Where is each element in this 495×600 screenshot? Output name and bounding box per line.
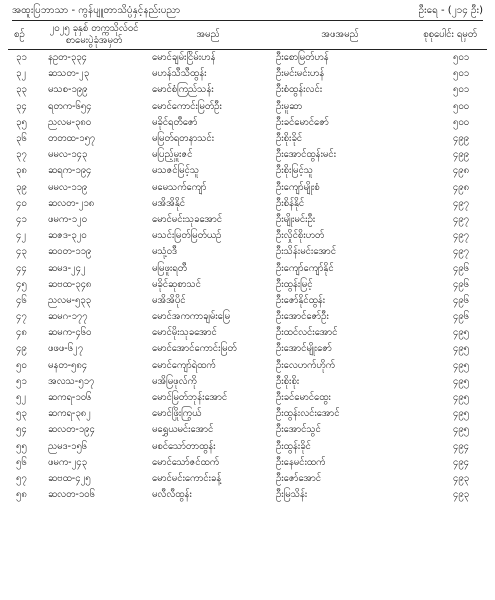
roll-no-cell: ဆမက-၄၆၀ bbox=[48, 327, 92, 339]
total-marks-cell: ၅၀၁ bbox=[410, 50, 487, 67]
roll-no-cell: မနတ-၅၈၄ bbox=[48, 359, 88, 371]
table-row bbox=[8, 50, 487, 67]
roll-no-cell: ဆဗထ-၄၂၅ bbox=[48, 472, 91, 484]
roll-no-cell: ညမဒ-၁၅၆ bbox=[48, 440, 88, 452]
student-count: ဦးရေ - (၂၁၄ ဦး) bbox=[418, 5, 483, 16]
table-row bbox=[8, 196, 487, 212]
total-marks-cell: ၄၉၇ bbox=[452, 230, 469, 242]
total-marks-cell: ၄၉၆ bbox=[452, 262, 469, 274]
total-marks-cell: ၄၉၄ bbox=[452, 440, 469, 452]
father-name-cell: ဦးအောင်ထွန်းမင်း bbox=[276, 149, 336, 161]
father-name-cell: ဦးထင်လင်းအောင် bbox=[276, 327, 338, 339]
roll-no-cell: ညလမ-၃၈၀ bbox=[48, 116, 92, 128]
name-cell: မောင်ကျော်ရဲထက် bbox=[152, 359, 216, 371]
table-row bbox=[8, 309, 487, 325]
father-name-cell: ဦးစောမြတ်ဟန် bbox=[270, 50, 410, 67]
serial-cell: ၃၇ bbox=[16, 149, 27, 161]
total-marks-cell: ၄၉၅ bbox=[452, 424, 469, 436]
father-name-cell: ဦးခင်မောင်ထွေး bbox=[276, 392, 331, 404]
father-name-cell: ဦးအောင်သွင် bbox=[276, 424, 321, 436]
father-name-cell: ဦးခင်မောင်ဇော် bbox=[276, 116, 329, 128]
serial-cell: ၃၅ bbox=[16, 116, 27, 128]
serial-cell: ၃၈ bbox=[16, 165, 27, 177]
serial-cell: ၅၅ bbox=[16, 440, 27, 452]
roll-no-cell: အလသ-၅၁၇ bbox=[48, 375, 95, 387]
serial-cell: ၃၄ bbox=[16, 100, 27, 112]
table-row bbox=[8, 487, 487, 503]
table-header bbox=[8, 21, 487, 50]
total-marks-cell: ၄၉၇ bbox=[452, 213, 469, 225]
total-marks-cell: ၄၉၄ bbox=[452, 456, 469, 468]
serial-cell: ၄၈ bbox=[16, 327, 27, 339]
table-row bbox=[8, 163, 487, 179]
father-name-cell: ဦးစိန်နိုင် bbox=[276, 197, 305, 209]
col-name: အမည် bbox=[196, 29, 220, 40]
total-marks-cell: ၄၉၆ bbox=[452, 278, 469, 290]
table-row bbox=[8, 439, 487, 455]
serial-cell: ၅၁ bbox=[16, 375, 27, 387]
serial-cell: ၅၀ bbox=[16, 359, 27, 371]
serial-cell: ၅၄ bbox=[16, 424, 27, 436]
roll-no-cell: မမလ-၁၁၉ bbox=[48, 181, 88, 193]
father-name-cell: ဦးစိုးစိုး bbox=[276, 375, 300, 387]
roll-no-cell: ရတက-၆၅၄ bbox=[48, 100, 92, 112]
roll-no-cell: ဆဗထ-၃၄၈ bbox=[48, 278, 92, 290]
roll-no-cell: တတထ-၁၅၇ bbox=[48, 133, 96, 145]
table-row bbox=[8, 260, 487, 276]
col-total-marks: စုစုပေါင်း ရမှတ် bbox=[423, 29, 477, 40]
name-cell: မောင်ချမ်းငြိမ်းဟန် bbox=[146, 50, 270, 67]
father-name-cell: ဦးစိုးမြင့်သူ bbox=[276, 165, 313, 177]
total-marks-cell: ၅၀၀ bbox=[452, 100, 469, 112]
father-name-cell: ဦးကျော်မျိုးစံ bbox=[276, 181, 320, 193]
serial-cell: ၃၆ bbox=[16, 133, 27, 145]
table-row bbox=[8, 180, 487, 196]
father-name-cell: ဦးမျိုးမင်းဦး bbox=[276, 213, 316, 225]
table-row bbox=[8, 66, 487, 82]
name-cell: မစင်သော်တာထွန်း bbox=[152, 440, 216, 452]
name-cell: မောင်မိုးသုခအောင် bbox=[152, 327, 217, 339]
name-cell: မောင်သော်ဇင်ထက် bbox=[152, 456, 220, 468]
roll-no-cell: နဥတ-၃၃၄ bbox=[42, 50, 146, 67]
serial-cell: ၅၆ bbox=[16, 456, 27, 468]
subject-title: အထူးပြဘာသာ - ကွန်ပျူတာသိပ္ပံနှင့်နည်းပညာ bbox=[12, 5, 181, 16]
table-row bbox=[8, 422, 487, 438]
table-row bbox=[8, 277, 487, 293]
roll-no-cell: ဆဝတ-၁၁၉ bbox=[48, 246, 92, 258]
name-cell: မပြည့်မှူးဇင် bbox=[152, 149, 193, 161]
name-cell: မအိမြဖုလ်ကို bbox=[152, 375, 197, 387]
table-row bbox=[8, 471, 487, 487]
table-row bbox=[8, 99, 487, 115]
serial-cell: ၄၀ bbox=[16, 197, 27, 209]
serial-cell: ၅၈ bbox=[16, 489, 27, 501]
total-marks-cell: ၄၉၇ bbox=[452, 246, 469, 258]
total-marks-cell: ၄၉၅ bbox=[452, 343, 469, 355]
name-cell: မမြဖူးရတီ bbox=[152, 262, 187, 274]
name-cell: မခိုင်ရတီဇော် bbox=[152, 116, 198, 128]
serial-cell: ၃၁ bbox=[8, 50, 42, 67]
total-marks-cell: ၄၉၈ bbox=[452, 165, 469, 177]
roll-no-cell: ဆလတ-၂၁၈ bbox=[48, 197, 95, 209]
table-row bbox=[8, 212, 487, 228]
total-marks-cell: ၄၉၆ bbox=[452, 311, 469, 323]
total-marks-cell: ၄၉၅ bbox=[452, 392, 469, 404]
total-marks-cell: ၄၉၃ bbox=[452, 489, 469, 501]
total-marks-cell: ၄၉၃ bbox=[452, 472, 469, 484]
total-marks-cell: ၄၉၇ bbox=[452, 197, 469, 209]
total-marks-cell: ၄၉၈ bbox=[452, 181, 469, 193]
father-name-cell: ဦးစံထွန်းလင်း bbox=[276, 84, 323, 96]
page-header bbox=[8, 4, 487, 18]
name-cell: မောင်စံကြည်သန်း bbox=[152, 84, 214, 96]
table-row bbox=[8, 82, 487, 98]
name-cell: မောင်မင်းကောင်းခန့် bbox=[152, 472, 222, 484]
roll-no-cell: ဆကရ-၃၈၂ bbox=[48, 408, 91, 420]
table-row bbox=[8, 293, 487, 309]
father-name-cell: ဦးထွန်းခိုင် bbox=[276, 440, 311, 452]
roll-no-cell: ဆလတ-၁၉၄ bbox=[48, 424, 95, 436]
table-row bbox=[8, 147, 487, 163]
father-name-cell: ဦးစိုးခိုင် bbox=[276, 133, 303, 145]
name-cell: မောင်အောင်ကောင်းမြတ် bbox=[152, 343, 237, 355]
table-row bbox=[8, 374, 487, 390]
serial-cell: ၄၂ bbox=[16, 230, 27, 242]
father-name-cell: ဦးကျော်ကျော်နိုင် bbox=[276, 262, 334, 274]
total-marks-cell: ၄၉၆ bbox=[452, 294, 469, 306]
table-row bbox=[8, 131, 487, 147]
table-row bbox=[8, 325, 487, 341]
serial-cell: ၄၇ bbox=[16, 311, 27, 323]
serial-cell: ၅၇ bbox=[16, 472, 27, 484]
serial-cell: ၄၅ bbox=[16, 278, 27, 290]
table-row bbox=[8, 115, 487, 131]
serial-cell: ၅၂ bbox=[16, 392, 27, 404]
name-cell: မလီလီထွန်း bbox=[152, 489, 192, 501]
father-name-cell: ဦးနေမင်းထက် bbox=[276, 456, 326, 468]
serial-cell: ၄၁ bbox=[16, 213, 27, 225]
father-name-cell: ဦးထွန်းလင်းအောင် bbox=[276, 408, 340, 420]
table-row bbox=[8, 390, 487, 406]
name-cell: မသဇင်မြင့်သူ bbox=[152, 165, 200, 177]
roll-no-cell: မမလ-၁၄၃ bbox=[48, 149, 88, 161]
name-cell: မမြတ်ရတနာသင်း bbox=[152, 133, 215, 145]
serial-cell: ၅၃ bbox=[16, 408, 27, 420]
name-cell: မခိုင်ဆုစာသင် bbox=[152, 278, 201, 290]
father-name-cell: ဦးလှိုင်စိုးဟတ် bbox=[276, 230, 325, 242]
col-serial: စဉ် bbox=[14, 29, 25, 40]
name-cell: မောင်ဖြိုးကြွယ် bbox=[152, 408, 202, 420]
father-name-cell: ဦးမြသိန်း bbox=[276, 489, 308, 501]
roll-no-cell: ဖဖဖ-၆၂၇ bbox=[48, 343, 84, 355]
total-marks-cell: ၄၉၅ bbox=[452, 408, 469, 420]
serial-cell: ၄၃ bbox=[16, 246, 27, 258]
father-name-cell: ဦးမင်းမင်းဟန် bbox=[276, 68, 325, 80]
father-name-cell: ဦးထွန်းမြင့် bbox=[276, 278, 313, 290]
total-marks-cell: ၄၉၅ bbox=[452, 359, 469, 371]
table-body bbox=[8, 50, 487, 504]
roll-no-cell: မသစ-၁၉၉ bbox=[48, 84, 88, 96]
name-cell: မရွှေယမင်းအောင် bbox=[152, 424, 214, 436]
table-row bbox=[8, 406, 487, 422]
name-cell: မသုံ့ဝဒီ bbox=[152, 246, 177, 258]
father-name-cell: ဦးလေဟက်ဟိုက် bbox=[276, 359, 335, 371]
results-table bbox=[8, 21, 487, 503]
name-cell: မအိအိနိုင် bbox=[152, 197, 186, 209]
total-marks-cell: ၅၀၀ bbox=[452, 116, 469, 128]
father-name-cell: ဦးသိန်းမင်းအောင် bbox=[276, 246, 336, 258]
roll-no-cell: ဆဇဒ-၃၂၀ bbox=[48, 230, 87, 242]
name-cell: မောင်ကောင်းမြတ်ဦး bbox=[152, 100, 222, 112]
name-cell: မအိအိပိုင် bbox=[152, 294, 186, 306]
roll-no-cell: ညလမ-၅၃၃ bbox=[48, 294, 91, 306]
father-name-cell: ဦးဇော်အောင် bbox=[276, 472, 322, 484]
roll-no-cell: ဖမက-၂၄၃ bbox=[48, 456, 87, 468]
roll-no-cell: ဆလတ-၁၀၆ bbox=[48, 489, 95, 501]
table-row bbox=[8, 228, 487, 244]
table-row bbox=[8, 341, 487, 357]
table-row bbox=[8, 455, 487, 471]
total-marks-cell: ၄၉၅ bbox=[452, 327, 469, 339]
roll-no-cell: ဆရက-၁၉၄ bbox=[48, 165, 92, 177]
total-marks-cell: ၄၉၉ bbox=[452, 149, 469, 161]
table-row bbox=[8, 244, 487, 260]
father-name-cell: ဦးအောင်မျိုးဇော် bbox=[276, 343, 332, 355]
serial-cell: ၃၉ bbox=[16, 181, 27, 193]
father-name-cell: ဦးအောင်ဇော်ဦး bbox=[276, 311, 329, 323]
serial-cell: ၃၂ bbox=[16, 68, 27, 80]
name-cell: မဟန်သီသီထွန်း bbox=[152, 68, 207, 80]
name-cell: မောင်မင်းသုခအောင် bbox=[152, 213, 223, 225]
col-father-name: အဖအမည် bbox=[321, 29, 359, 40]
total-marks-cell: ၅၀၁ bbox=[452, 84, 469, 96]
col-roll-no: ၂၀၂၅ ခုနှစ် တက္ကသိုလ်ဝင် စာမေးပွဲခုံအမှတ် bbox=[49, 23, 139, 46]
roll-no-cell: ဆမဒ-၂၄၂ bbox=[48, 262, 86, 274]
name-cell: မမေသက်ကျော် bbox=[152, 181, 207, 193]
father-name-cell: ဦးမူဆာ bbox=[276, 100, 303, 112]
roll-no-cell: ဆသတ-၂၃ bbox=[48, 68, 90, 80]
total-marks-cell: ၄၉၉ bbox=[452, 133, 469, 145]
serial-cell: ၄၉ bbox=[16, 343, 27, 355]
name-cell: မောင်အကကာချမ်းမြေ bbox=[152, 311, 231, 323]
serial-cell: ၃၃ bbox=[16, 84, 27, 96]
table-row bbox=[8, 358, 487, 374]
total-marks-cell: ၄၉၅ bbox=[452, 375, 469, 387]
serial-cell: ၄၆ bbox=[16, 294, 27, 306]
roll-no-cell: ဆမဂ-၁၇၇ bbox=[48, 311, 88, 323]
name-cell: မသင်းမြတ်မြတ်ယဉ် bbox=[152, 230, 222, 242]
father-name-cell: ဦးဇော်နိုင်ထွန်း bbox=[276, 294, 326, 306]
roll-no-cell: ဖမက-၁၂၀ bbox=[48, 213, 87, 225]
total-marks-cell: ၅၀၁ bbox=[452, 68, 469, 80]
serial-cell: ၄၄ bbox=[16, 262, 27, 274]
name-cell: မောင်မြတ်ဘုန်းအောင် bbox=[152, 392, 228, 404]
roll-no-cell: ဆကရ-၁၀၆ bbox=[48, 392, 92, 404]
